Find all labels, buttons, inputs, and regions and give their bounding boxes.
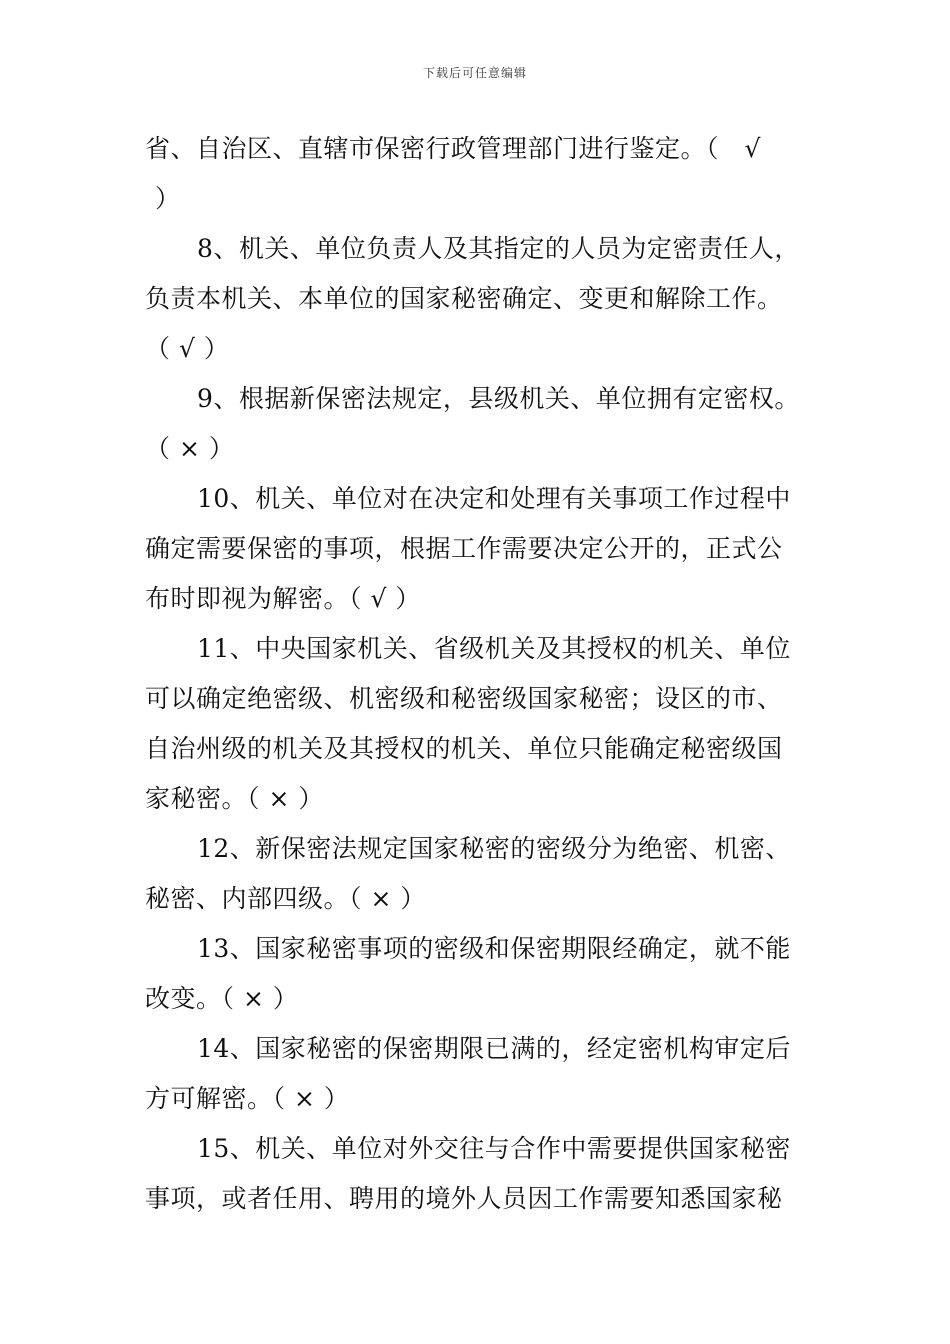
question-13-line: 13、国家秘密事项的密级和保密期限经确定，就不能 — [197, 934, 791, 963]
text-line: 家秘密。（ × ） — [145, 784, 324, 813]
text-line: ） — [155, 184, 181, 213]
text-line: 自治州级的机关及其授权的机关、单位只能确定秘密级国 — [145, 734, 783, 763]
question-8-line: 8、机关、单位负责人及其指定的人员为定密责任人， — [197, 234, 800, 263]
answer-line: （ √ ） — [145, 334, 230, 363]
answer-line: （ × ） — [145, 434, 235, 463]
text-line: 方可解密。（ × ） — [145, 1084, 350, 1113]
document-body — [145, 124, 810, 1224]
text-line: 改变。（ × ） — [145, 984, 299, 1013]
text-line: 省、自治区、直辖市保密行政管理部门进行鉴定。（ √ — [145, 134, 761, 163]
text-line: 布时即视为解密。（ √ ） — [145, 584, 421, 613]
text-line: 事项，或者任用、聘用的境外人员因工作需要知悉国家秘 — [145, 1184, 783, 1213]
question-10-line: 10、机关、单位对在决定和处理有关事项工作过程中 — [197, 484, 791, 513]
text-line: 确定需要保密的事项，根据工作需要决定公开的，正式公 — [145, 534, 783, 563]
question-14-line: 14、国家秘密的保密期限已满的，经定密机构审定后 — [197, 1034, 791, 1063]
question-15-line: 15、机关、单位对外交往与合作中需要提供国家秘密 — [197, 1134, 791, 1163]
text-line: 秘密、内部四级。（ × ） — [145, 884, 426, 913]
question-11-line: 11、中央国家机关、省级机关及其授权的机关、单位 — [197, 634, 791, 663]
text-line: 负责本机关、本单位的国家秘密确定、变更和解除工作。 — [145, 284, 783, 313]
question-9-line: 9、根据新保密法规定，县级机关、单位拥有定密权。 — [197, 384, 800, 413]
page-header: 下载后可任意编辑 — [422, 66, 527, 80]
text-line: 可以确定绝密级、机密级和秘密级国家秘密；设区的市、 — [145, 684, 783, 713]
question-12-line: 12、新保密法规定国家秘密的密级分为绝密、机密、 — [197, 834, 791, 863]
